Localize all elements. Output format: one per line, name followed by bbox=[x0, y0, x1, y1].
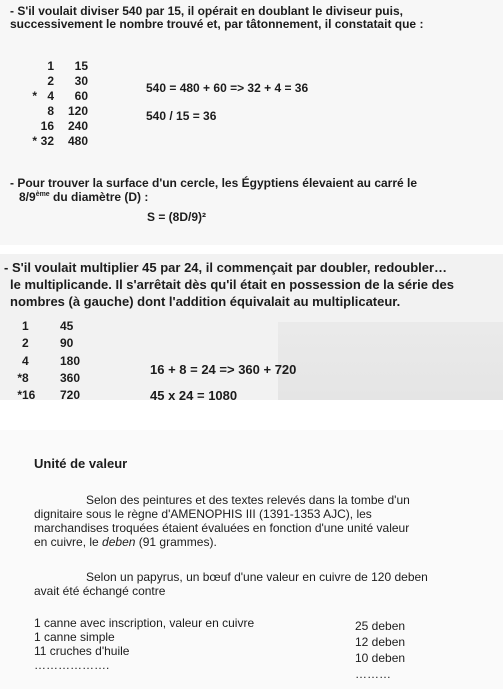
row-factor: 8 bbox=[47, 104, 54, 118]
paragraph1-line4-start: en cuivre, le bbox=[34, 535, 103, 549]
row-value: 240 bbox=[67, 119, 88, 133]
row-value: 120 bbox=[67, 104, 88, 118]
row-factor: 1 bbox=[47, 59, 54, 73]
row-factor: 8 bbox=[22, 371, 29, 385]
row-mark: * bbox=[32, 89, 37, 103]
section-heading: Unité de valeur bbox=[34, 456, 128, 471]
deben-term: deben bbox=[102, 535, 136, 549]
multiplication-intro-line3: nombres (à gauche) dont l'addition équivalait au multiplicateur. bbox=[10, 294, 401, 309]
row-value: 720 bbox=[60, 388, 81, 400]
row-value: 90 bbox=[60, 336, 74, 350]
trade-item-value: 25 deben bbox=[355, 619, 406, 633]
row-factor: 1 bbox=[22, 319, 29, 333]
paragraph1-line2: dignitaire sous le règne d'AMENOPHIS III (1391-1353 AJC), les bbox=[34, 507, 372, 521]
row-value: 45 bbox=[60, 319, 74, 333]
trade-item-value: 10 deben bbox=[355, 651, 406, 665]
trade-item-label: 11 cruches d'huile bbox=[34, 644, 130, 658]
circle-fraction-suffix: ème bbox=[35, 191, 50, 198]
row-mark: * bbox=[32, 134, 37, 148]
row-factor: 4 bbox=[22, 354, 29, 368]
paragraph1-line1: Selon des peintures et des textes relevés dans la tombe d'un bbox=[86, 493, 410, 507]
bleed-through-shading bbox=[278, 322, 503, 400]
division-section bbox=[0, 0, 503, 245]
trade-item-value: 12 deben bbox=[355, 635, 406, 649]
paragraph1-line4-end: (91 grammes). bbox=[135, 535, 217, 549]
multiplication-result: 45 x 24 = 1080 bbox=[150, 388, 238, 400]
paragraph1-line4 bbox=[34, 535, 217, 549]
row-value: 15 bbox=[74, 59, 88, 73]
circle-intro: - Pour trouver la surface d'un cercle, les Égyptiens élevaient au carré le bbox=[10, 176, 418, 190]
row-factor: 2 bbox=[22, 336, 29, 350]
circle-fraction-line bbox=[19, 190, 148, 204]
trade-item-value: ……… bbox=[355, 667, 391, 681]
row-value: 180 bbox=[60, 354, 81, 368]
circle-fraction-rest: du diamètre (D) : bbox=[49, 190, 149, 204]
row-mark: * bbox=[17, 388, 22, 400]
row-value: 360 bbox=[60, 371, 81, 385]
row-factor: 2 bbox=[47, 74, 54, 88]
paragraph2-line2: avait été échangé contre bbox=[34, 584, 166, 598]
row-mark: * bbox=[17, 371, 22, 385]
paragraph2-line1: Selon un papyrus, un bœuf d'une valeur en cuivre de 120 deben bbox=[86, 570, 428, 584]
multiplication-intro-line2: le multiplicande. Il s'arrêtait dès qu'il était en possession de la série des bbox=[10, 277, 455, 292]
multiplication-intro-line1: - S'il voulait multiplier 45 par 24, il commençait par doubler, redoubler… bbox=[4, 260, 448, 275]
row-value: 60 bbox=[74, 89, 88, 103]
row-value: 480 bbox=[67, 134, 88, 148]
paragraph1-line3: marchandises troquées étaient évaluées en fonction d'une unité valeur bbox=[34, 521, 410, 535]
row-factor: 16 bbox=[22, 388, 36, 400]
multiplication-section bbox=[0, 254, 503, 400]
row-value: 30 bbox=[74, 74, 88, 88]
division-intro: - S'il voulait diviser 540 par 15, il opérait en doublant le diviseur puis, successivement le nombre trouvé et, par tâtonnement, il constatait que : bbox=[10, 4, 424, 31]
row-factor: 32 bbox=[40, 134, 54, 148]
multiplication-equation: 16 + 8 = 24 => 360 + 720 bbox=[150, 362, 297, 377]
division-result: 540 / 15 = 36 bbox=[146, 109, 217, 123]
trade-item-label: ………………. bbox=[34, 658, 110, 672]
trade-item-label: 1 canne avec inscription, valeur en cuivre bbox=[34, 616, 255, 630]
value-unit-section bbox=[0, 430, 503, 689]
row-factor: 4 bbox=[47, 89, 54, 103]
row-factor: 16 bbox=[40, 119, 54, 133]
circle-formula: S = (8D/9)² bbox=[147, 210, 207, 224]
division-equation: 540 = 480 + 60 => 32 + 4 = 36 bbox=[146, 81, 309, 95]
circle-fraction: 8/9 bbox=[19, 190, 36, 204]
trade-item-label: 1 canne simple bbox=[34, 630, 115, 644]
